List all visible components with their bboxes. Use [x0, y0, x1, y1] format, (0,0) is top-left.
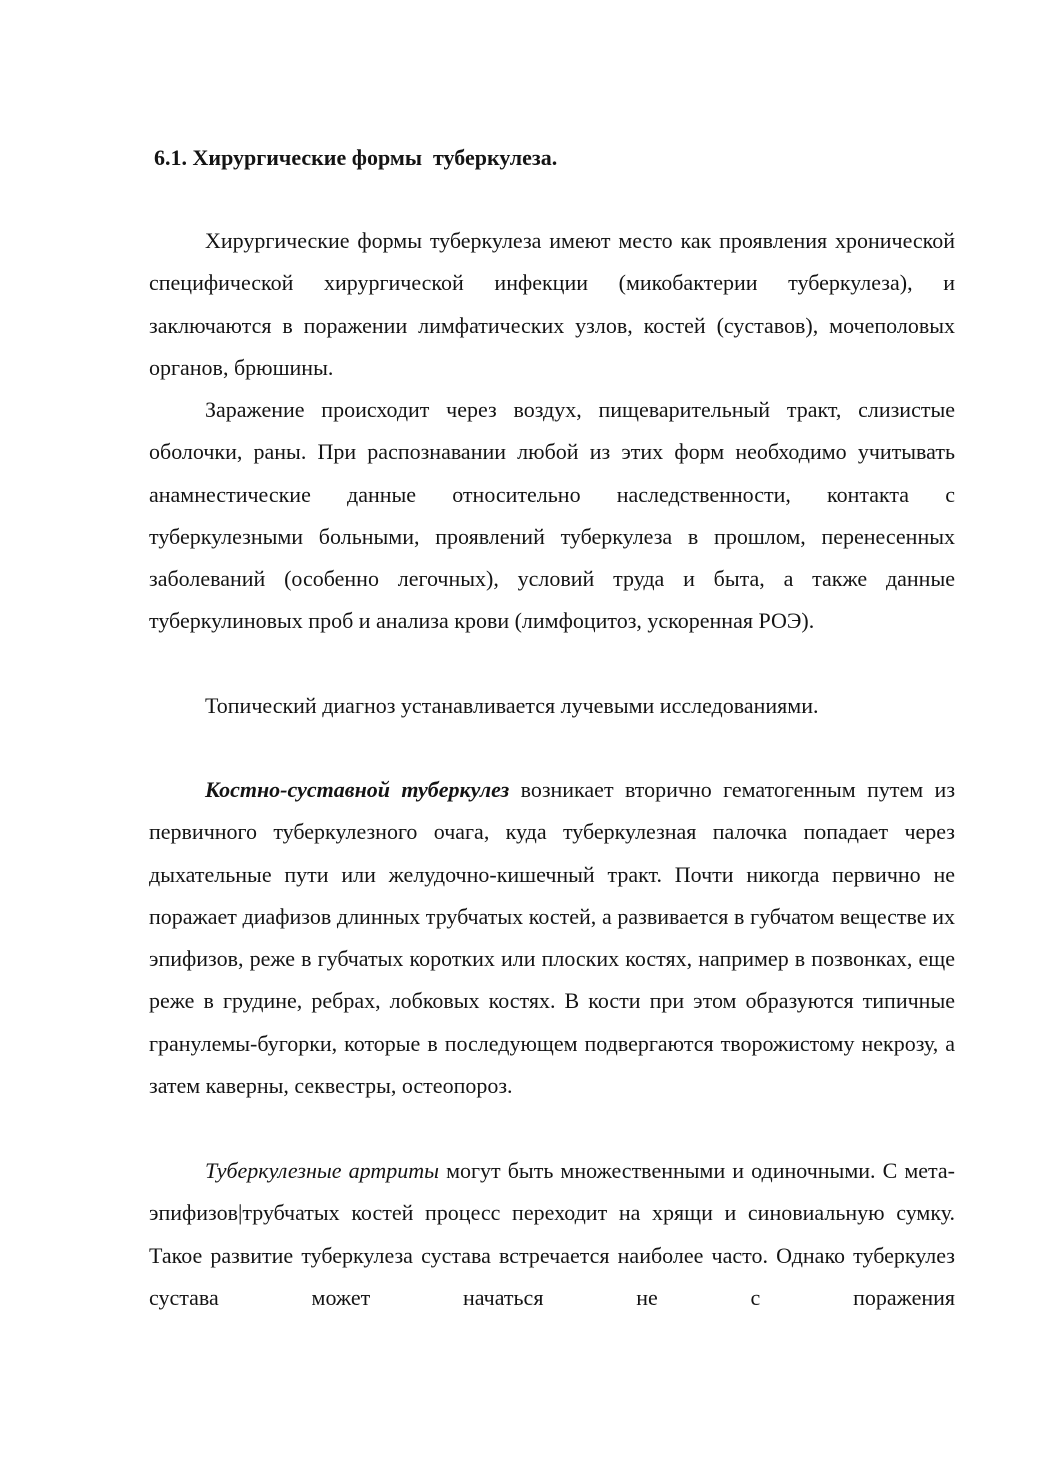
paragraph-infection: Заражение происходит через воздух, пищеварительный тракт, слизистые оболочки, раны. При распознавании любой из этих форм необходимо учитывать анамнестические данные относительно наследственности, контакта с туберкулезными больными, проявлений туберкулеза в прошлом, перенесенных заболеваний (особенно легочных), условий труда и быта, а также данные туберкулиновых проб и анализа крови (лимфоцитоз, ускоренная РОЭ). [149, 397, 955, 634]
section-heading: 6.1. Хирургические формы туберкулеза. [154, 145, 558, 170]
term-tuberculous-arthritis: Туберкулезные артриты [205, 1158, 440, 1183]
term-bone-joint-tuberculosis: Костно-суставной туберкулез [205, 777, 510, 802]
paragraph-surgical-forms: Хирургические формы туберкулеза имеют место как проявления хронической специфической хирургической инфекции (микобактерии туберкулеза), и заключаются в поражении лимфатических узлов, костей (суставов), мочеполовых органов, брюшины. [149, 228, 955, 380]
paragraph-tuberculous-arthritis-text: могут быть множественными и одиночными. С мета-эпифизов|трубчатых костей процесс переходит на хрящи и синовиальную сумку. Такое развитие туберкулеза сустава встречается наиболее часто. Однако туберкулез сустава может начаться не с поражения [149, 1158, 955, 1310]
paragraph-tuberculous-arthritis [149, 1150, 955, 1319]
paragraph-bone-joint-tuberculosis [149, 769, 955, 1107]
paragraph-topical-diagnosis: Топический диагноз устанавливается лучевыми исследованиями. [205, 693, 819, 718]
paragraph-bone-joint-tuberculosis-text: возникает вторично гематогенным путем из первичного туберкулезного очага, куда туберкулезная палочка попадает через дыхательные пути или желудочно-кишечный тракт. Почти никогда первично не поражает диафизов длинных трубчатых костей, а развивается в губчатом веществе их эпифизов, реже в губчатых коротких или плоских костях, например в позвонках, еще реже в грудине, ребрах, лобковых костях. В кости при этом образуются типичные гранулемы-бугорки, которые в последующем подвергаются творожистому некрозу, а затем каверны, секвестры, остеопороз. [149, 777, 956, 1099]
